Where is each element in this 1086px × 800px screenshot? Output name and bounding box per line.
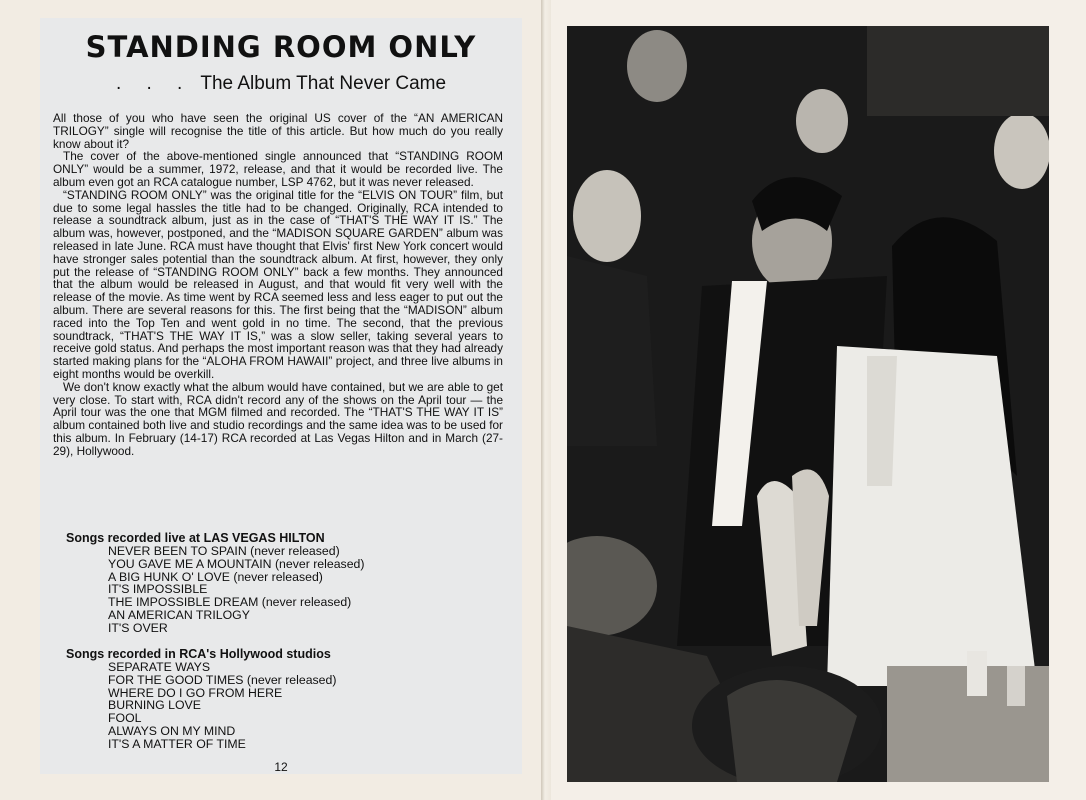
song-item: AN AMERICAN TRILOGY [108,607,250,622]
page-number: 12 [274,760,288,774]
studio-song-list [108,661,486,751]
song-item: BURNING LOVE [108,698,201,713]
song-item: ALWAYS ON MY MIND [108,723,236,738]
paragraph: The cover of the above-mentioned single announced that “STANDING ROOM ONLY” would be a summer, 1972, release, and that it would be recorded live. The album even got an RCA catalogue number, LSP 4762, but it was never released. [53,149,503,189]
article-subtitle [40,73,522,95]
song-item: IT'S IMPOSSIBLE [108,582,208,597]
song-item: SEPARATE WAYS [108,660,211,674]
article-title: STANDING ROOM ONLY [85,30,477,64]
live-song-list [108,545,486,635]
subtitle-dots: . . . [115,73,193,94]
song-item: THE IMPOSSIBLE DREAM (never released) [108,595,352,610]
paragraph: “STANDING ROOM ONLY” was the original title for the “ELVIS ON TOUR” film, but due to some legal hassles the title had to be changed. Originally, RCA intended to release a soundtrack album, just as in the case of “THAT'S THE WAY IT IS.” The album was, however, postponed, and the “MADISON SQUARE GARDEN” album was released in late June. RCA must have thought that Elvis' first New York concert would have stronger sales potential than the soundtrack album. At first, however, they only put the release of “STANDING ROOM ONLY” back a few months. They announced that the album would be released in August, and that would fit very well with the release of the movie. As time went by RCA seemed less and less eager to put out the album. There are several reasons for this. The first being that the “MADISON” album raced into the Top Ten and went gold in no time. The second, that the previous soundtrack, “THAT'S THE WAY IT IS,” was a slow seller, taking several years to receive gold status. And perhaps the most important reason was that they had already started making plans for the “ALOHA FROM HAWAII” project, and three live albums in eight months would be overkill. [53,187,503,381]
studio-heading: Songs recorded in RCA's Hollywood studios [66,647,331,661]
song-item: A BIG HUNK O' LOVE (never released) [108,569,323,584]
crowd-photo [567,26,1049,782]
live-heading [66,531,486,545]
song-item: IT'S A MATTER OF TIME [108,736,246,751]
live-heading-prefix: Songs recorded live at [66,531,201,545]
photo-illustration [567,26,1049,782]
live-heading-venue: LAS VEGAS HILTON [203,531,325,545]
song-item: NEVER BEEN TO SPAIN (never released) [108,544,340,558]
paragraph: All those of you who have seen the original US cover of the “AN AMERICAN TRILOGY” single will recognise the title of this article. But how much do you really know about it? [53,111,503,151]
song-item: FOOL [108,711,142,726]
paragraph: We don't know exactly what the album would have contained, but we are able to get very close. To start with, RCA didn't record any of the shows on the April tour — the April tour was the one that MGM filmed and recorded. The “THAT'S THE WAY IT IS” album contained both live and studio recordings and the same idea was to be used for this album. In February (14-17) RCA recorded at Las Vegas Hilton and in March (27-29), Hollywood. [53,379,503,458]
studio-recordings-list [66,647,486,751]
song-item: IT'S OVER [108,620,168,635]
song-item: YOU GAVE ME A MOUNTAIN (never released) [108,556,365,571]
live-recordings-list [66,531,486,635]
song-item: FOR THE GOOD TIMES (never released) [108,672,337,687]
subtitle-text: The Album That Never Came [200,73,447,94]
article-body [53,112,503,458]
song-item: WHERE DO I GO FROM HERE [108,685,283,700]
page-gutter [541,0,551,800]
